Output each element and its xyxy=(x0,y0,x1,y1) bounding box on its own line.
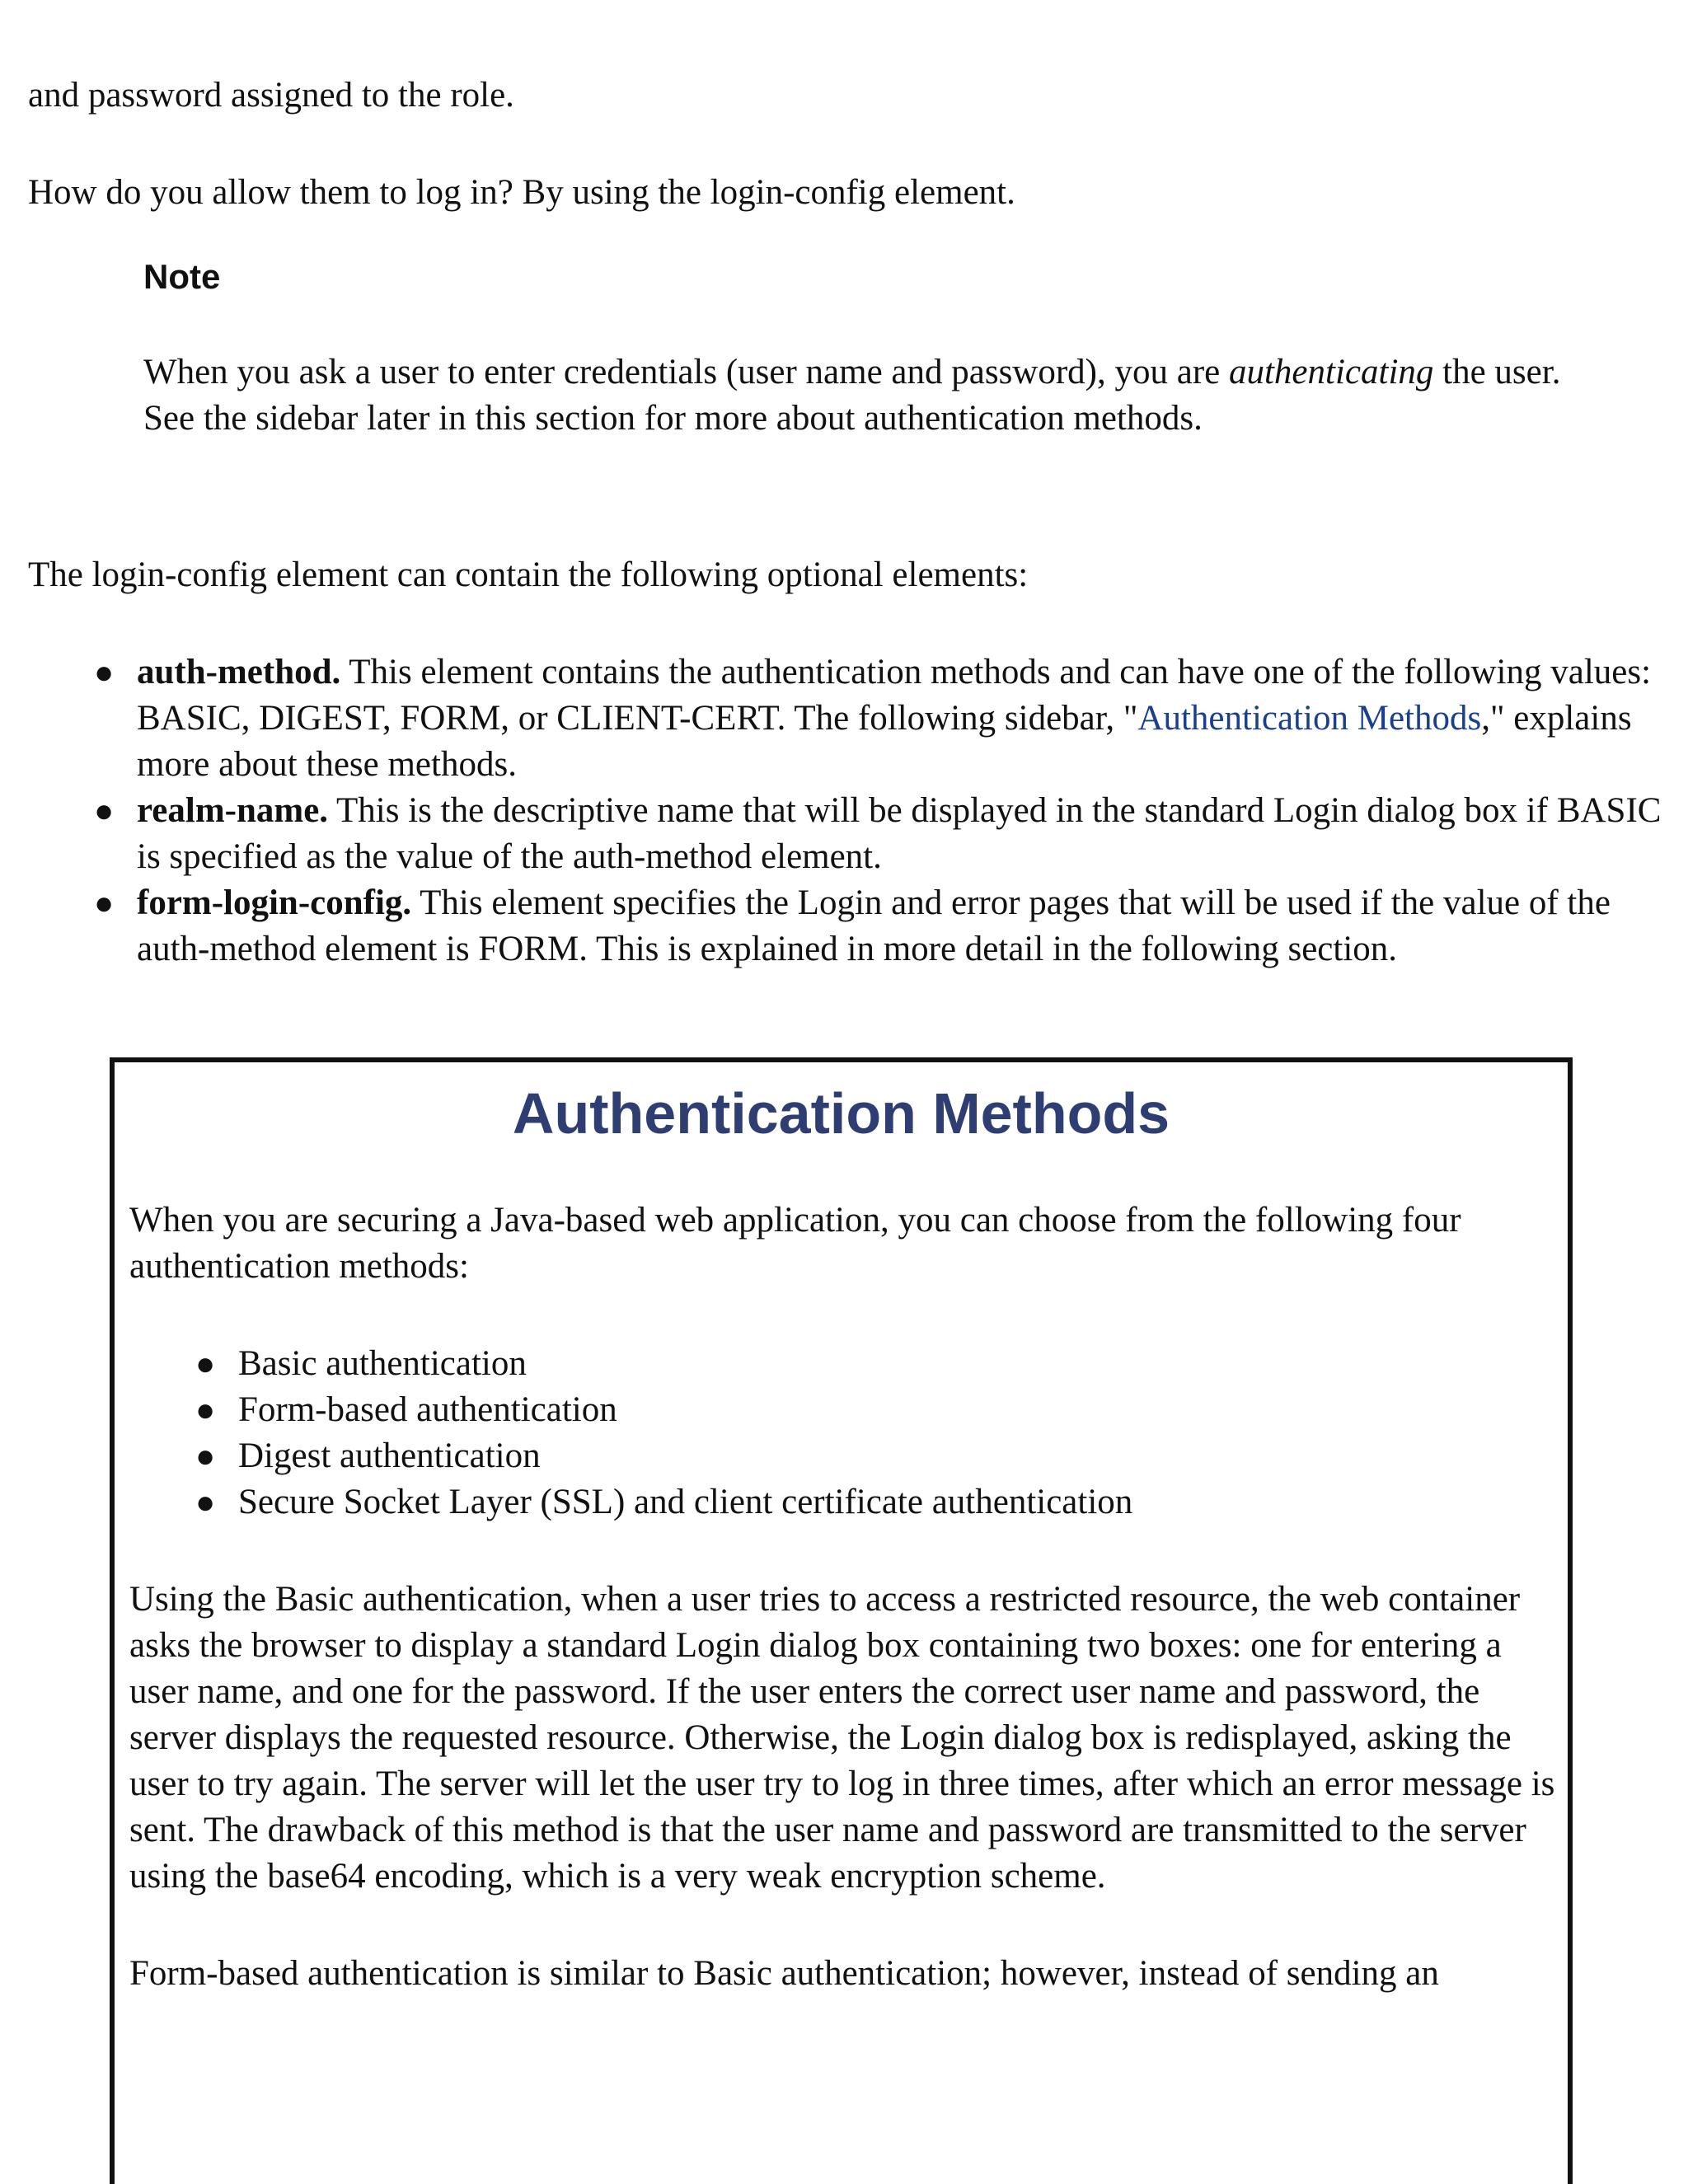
list-item-form xyxy=(129,1387,1543,1433)
basic-authentication-paragraph: Using the Basic authentication, when a user tries to access a restricted resource, the web container asks the browser to display a standard Login dialog box containing two boxes: one for entering a user name, and one for the password. If the user enters the correct user name and password, the server displays the requested resource. Otherwise, the Login dialog box is redisplayed, asking the user to try again. The server will let the user try to log in three times, after which an error message is sent. The drawback of this method is that the user name and password are transmitted to the server using the base64 encoding, which is a very weak encryption scheme. xyxy=(129,1580,1555,1896)
login-config-lead: The login-config element can contain the following optional elements: xyxy=(28,555,1029,594)
note-title: Note xyxy=(143,257,221,296)
form-authentication-paragraph: Form-based authentication is similar to Basic authentication; however, instead of sending an xyxy=(129,1954,1439,1993)
authentication-methods-list xyxy=(129,1341,1543,1526)
list-item-form-login-config xyxy=(28,880,1670,972)
intro-paragraph-2: How do you allow them to log in? By using the login-config element. xyxy=(28,173,1015,212)
term-form-login-config: form-login-config. xyxy=(137,883,412,922)
document-page xyxy=(28,73,1660,972)
method-label: Secure Socket Layer (SSL) and client certificate authentication xyxy=(238,1483,1133,1521)
bullet-icon: ● xyxy=(94,654,115,691)
list-item-auth-method xyxy=(28,649,1670,788)
sidebar-body xyxy=(115,1197,1568,1997)
note-block xyxy=(143,254,1561,442)
bullet-icon: ● xyxy=(195,1345,216,1382)
method-label: Digest authentication xyxy=(238,1436,541,1475)
sidebar-intro: When you are securing a Java-based web application, you can choose from the following four authentication methods: xyxy=(129,1201,1461,1286)
note-text-start: When you ask a user to enter credentials (user name and password), you are xyxy=(143,353,1229,391)
sidebar-title: Authentication Methods xyxy=(512,1081,1170,1146)
bullet-icon: ● xyxy=(94,792,115,829)
bullet-icon: ● xyxy=(195,1391,216,1428)
form-login-config-description: This element specifies the Login and error pages that will be used if the value of the auth-method element is FORM. This is explained in more detail in the following section. xyxy=(137,883,1611,968)
authentication-methods-link[interactable]: Authentication Methods xyxy=(1137,699,1482,738)
login-config-elements-list xyxy=(28,649,1660,972)
method-label: Form-based authentication xyxy=(238,1390,617,1429)
realm-name-description: This is the descriptive name that will be displayed in the standard Login dialog box if BASIC is specified as the value of the auth-method element. xyxy=(137,791,1662,876)
bullet-icon: ● xyxy=(94,884,115,921)
method-label: Basic authentication xyxy=(238,1344,527,1383)
authentication-methods-sidebar xyxy=(110,1057,1573,2184)
term-realm-name: realm-name. xyxy=(137,791,329,830)
bullet-icon: ● xyxy=(195,1437,216,1474)
note-text xyxy=(143,349,1561,442)
note-text-end: the user. See the sidebar later in this section for more about authentication methods. xyxy=(143,353,1561,438)
auth-method-description-end: ," explains more about these methods. xyxy=(137,699,1632,784)
list-item-basic xyxy=(129,1341,1543,1387)
list-item-digest xyxy=(129,1433,1543,1479)
term-auth-method: auth-method. xyxy=(137,653,341,691)
note-emphasis: authenticating xyxy=(1228,353,1434,391)
bullet-icon: ● xyxy=(195,1483,216,1521)
list-item-realm-name xyxy=(28,788,1670,880)
list-item-ssl xyxy=(129,1479,1543,1526)
auth-method-description-start: This element contains the authentication methods and can have one of the following values: BASIC, DIGEST, FORM, or CLIENT-CERT. The following sidebar, " xyxy=(137,653,1652,738)
intro-paragraph-1: and password assigned to the role. xyxy=(28,76,514,115)
